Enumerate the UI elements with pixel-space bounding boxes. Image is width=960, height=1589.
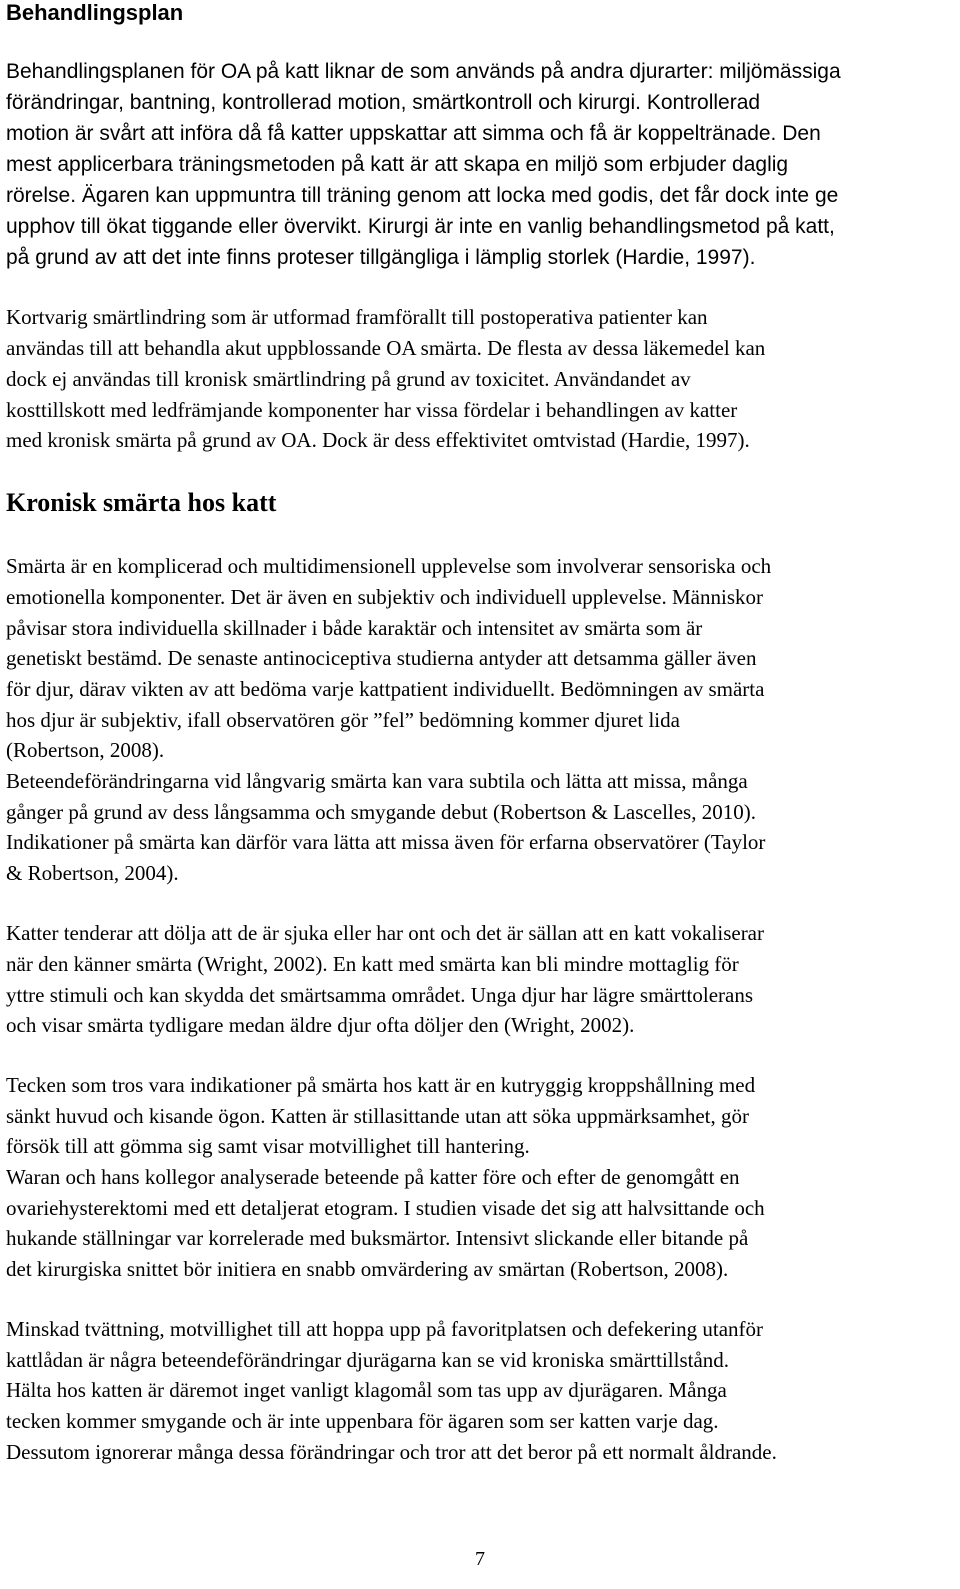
text-line: yttre stimuli och kan skydda det smärtsamma området. Unga djur har lägre smärttolerans <box>6 983 754 1007</box>
text-line: mest applicerbara träningsmetoden på katt är att skapa en miljö som erbjuder daglig <box>6 153 789 176</box>
page-number: 7 <box>475 1548 485 1570</box>
text-line: på grund av att det inte finns proteser tillgängliga i lämplig storlek (Hardie, 1997). <box>6 246 756 269</box>
text-line: emotionella komponenter. Det är även en subjektiv och individuell upplevelse. Människor <box>6 585 763 609</box>
text-line: Hälta hos katten är däremot inget vanligt klagomål som tas upp av djurägaren. Många <box>6 1378 727 1402</box>
text-line: Beteendeförändringarna vid långvarig smärta kan vara subtila och lätta att missa, många <box>6 769 748 793</box>
text-line: Indikationer på smärta kan därför vara lätta att missa även för erfarna observatörer (Taylor <box>6 830 766 854</box>
text-line: användas till att behandla akut uppblossande OA smärta. De flesta av dessa läkemedel kan <box>6 336 766 360</box>
text-line: hukande ställningar var korrelerade med buksmärtor. Intensivt slickande eller bitande på <box>6 1226 749 1250</box>
text-line: tecken kommer smygande och är inte uppenbara för ägaren som ser katten varje dag. <box>6 1409 719 1433</box>
text-line: med kronisk smärta på grund av OA. Dock är dess effektivitet omtvistad (Hardie, 1997). <box>6 428 750 452</box>
text-line: genetiskt bestämd. De senaste antinociceptiva studierna antyder att detsamma gäller även <box>6 646 757 670</box>
text-line: försök till att gömma sig samt visar motvillighet till hantering. <box>6 1134 530 1158</box>
text-line: hos djur är subjektiv, ifall observatören gör ”fel” bedömning kommer djuret lida <box>6 708 680 732</box>
section-heading-kronisk-smarta: Kronisk smärta hos katt <box>6 488 277 517</box>
text-line: när den känner smärta (Wright, 2002). En katt med smärta kan bli mindre mottaglig för <box>6 952 739 976</box>
text-line: för djur, därav vikten av att bedöma varje kattpatient individuellt. Bedömningen av smärta <box>6 677 765 701</box>
text-line: Behandlingsplanen för OA på katt liknar de som används på andra djurarter: miljömässiga <box>6 60 841 83</box>
text-line: det kirurgiska snittet bör initiera en snabb omvärdering av smärtan (Robertson, 2008). <box>6 1257 729 1281</box>
text-line: Waran och hans kollegor analyserade beteende på katter före och efter de genomgått en <box>6 1165 740 1189</box>
text-line: Smärta är en komplicerad och multidimensionell upplevelse som involverar sensoriska och <box>6 554 772 578</box>
text-line: kosttillskott med ledfrämjande komponenter har vissa fördelar i behandlingen av katter <box>6 398 738 422</box>
text-line: kattlådan är några beteendeförändringar djurägarna kan se vid kroniska smärttillstånd. <box>6 1348 730 1372</box>
text-line: rörelse. Ägaren kan uppmuntra till träning genom att locka med godis, det får dock inte ge <box>6 184 839 207</box>
text-line: Katter tenderar att dölja att de är sjuka eller har ont och det är sällan att en katt vokaliserar <box>6 921 764 945</box>
text-line: påvisar stora individuella skillnader i både karaktär och intensitet av smärta som är <box>6 616 703 640</box>
text-line: motion är svårt att införa då få katter uppskattar att simma och få är koppeltränade. Den <box>6 122 821 145</box>
text-line: förändringar, bantning, kontrollerad motion, smärtkontroll och kirurgi. Kontrollerad <box>6 91 761 114</box>
text-line: (Robertson, 2008). <box>6 738 165 762</box>
text-line: sänkt huvud och kisande ögon. Katten är stillasittande utan att söka uppmärksamhet, gör <box>6 1104 749 1128</box>
text-line: Kortvarig smärtlindring som är utformad framförallt till postoperativa patienter kan <box>6 305 708 329</box>
text-line: & Robertson, 2004). <box>6 861 179 885</box>
section-heading-behandlingsplan: Behandlingsplan <box>6 0 184 25</box>
text-line: dock ej användas till kronisk smärtlindring på grund av toxicitet. Användandet av <box>6 367 691 391</box>
text-line: Dessutom ignorerar många dessa förändringar och tror att det beror på ett normalt åldrande. <box>6 1440 777 1464</box>
text-line: och visar smärta tydligare medan äldre djur ofta döljer den (Wright, 2002). <box>6 1013 635 1037</box>
text-line: gånger på grund av dess långsamma och smygande debut (Robertson & Lascelles, 2010). <box>6 800 756 824</box>
text-line: Minskad tvättning, motvillighet till att hoppa upp på favoritplatsen och defekering utanför <box>6 1317 763 1341</box>
text-line: ovariehysterektomi med ett detaljerat etogram. I studien visade det sig att halvsittande och <box>6 1196 765 1220</box>
text-line: Tecken som tros vara indikationer på smärta hos katt är en kutryggig kroppshållning med <box>6 1073 756 1097</box>
text-line: upphov till ökat tiggande eller övervikt. Kirurgi är inte en vanlig behandlingsmetod på katt, <box>6 215 835 238</box>
